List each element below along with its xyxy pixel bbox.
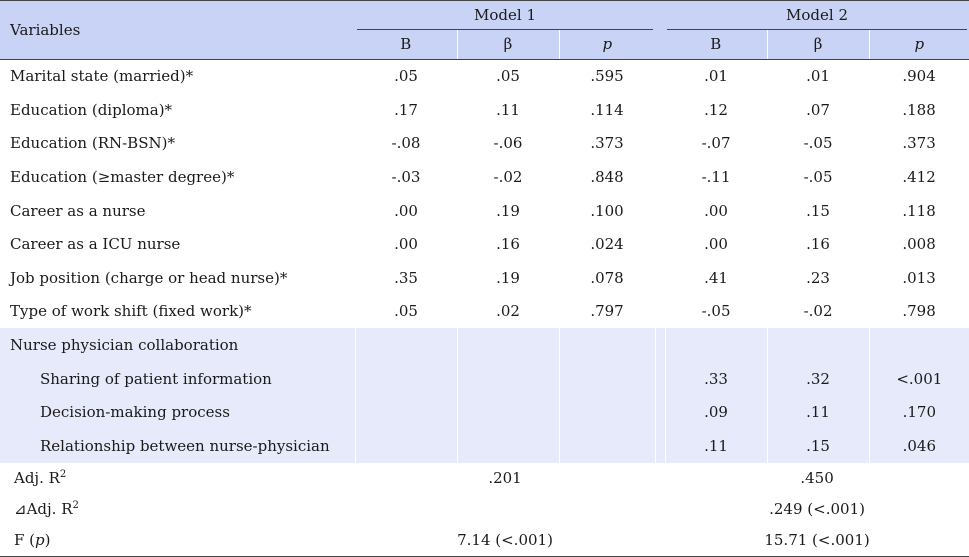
m1-b: .17 (394, 100, 418, 119)
m2-p: .046 (869, 429, 969, 463)
table-row (0, 194, 969, 228)
m2-b: -.07 (701, 134, 731, 153)
gap-cell (655, 59, 665, 93)
m1-beta: .02 (496, 302, 520, 321)
row-label: Relationship between nurse-physician (0, 429, 355, 463)
row-label: Education (RN-BSN)* (10, 134, 175, 153)
gap-cell (655, 127, 665, 161)
m2-b: .33 (665, 362, 767, 396)
empty-cell (559, 362, 655, 396)
m2-b: .00 (704, 235, 728, 254)
empty-cell (869, 328, 969, 362)
m2-beta: .07 (806, 100, 830, 119)
row-label: Sharing of patient information (0, 362, 355, 396)
table-row (0, 227, 969, 261)
delta-adj-r2-label: ⊿Adj. $R^2$ (14, 500, 79, 519)
table-row (0, 127, 969, 161)
m2-adj-r2: .450 (800, 469, 834, 488)
m2-b: .41 (704, 268, 728, 287)
m2-p: .008 (902, 235, 936, 254)
row-label: Education (diploma)* (10, 100, 173, 119)
m1-p: .114 (590, 100, 624, 119)
m2-b: .11 (665, 429, 767, 463)
m1-b: .35 (394, 268, 418, 287)
table-row (0, 59, 969, 93)
m1-beta: -.02 (493, 168, 523, 187)
m1-p: .797 (590, 302, 624, 321)
m2-beta: .16 (806, 235, 830, 254)
table-row (0, 160, 969, 194)
gap-cell (655, 160, 665, 194)
m1-beta: .16 (496, 235, 520, 254)
empty-cell (355, 328, 457, 362)
empty-cell (767, 328, 869, 362)
m2-beta: .15 (806, 201, 830, 220)
m2-p: .170 (869, 395, 969, 429)
m2-beta: .11 (767, 395, 869, 429)
model1-header: Model 1 (355, 1, 655, 31)
table-row (0, 261, 969, 295)
m1-beta: .19 (496, 201, 520, 220)
row-label: Job position (charge or head nurse)* (10, 268, 288, 287)
m2-p: <.001 (869, 362, 969, 396)
m1-p: .848 (590, 168, 624, 187)
m2-delta-adj-r2: .249 (<.001) (769, 500, 865, 519)
gap-cell (655, 494, 665, 525)
m2-beta: .01 (806, 67, 830, 86)
gap-cell (655, 429, 665, 463)
gap-cell (655, 395, 665, 429)
m1-b: -.03 (391, 168, 421, 187)
row-label: Type of work shift (fixed work)* (10, 302, 252, 321)
m2-beta: -.05 (803, 168, 833, 187)
row-label: Marital state (married)* (10, 67, 194, 86)
empty-cell (457, 429, 559, 463)
table-row (0, 395, 969, 429)
m2-beta: -.02 (803, 302, 833, 321)
m2-b-header: B (665, 30, 767, 59)
m1-b: -.08 (391, 134, 421, 153)
empty-cell (665, 328, 767, 362)
m1-p: .595 (590, 67, 624, 86)
m2-b: -.05 (701, 302, 731, 321)
m2-beta: .15 (767, 429, 869, 463)
m2-p: .904 (902, 67, 936, 86)
gap-cell (655, 261, 665, 295)
model2-header: Model 2 (665, 1, 969, 31)
delta-adj-r2-row (0, 494, 969, 525)
row-label: Decision-making process (0, 395, 355, 429)
m1-beta: .05 (496, 67, 520, 86)
m2-b: -.11 (701, 168, 731, 187)
m1-beta: .19 (496, 268, 520, 287)
m1-b: .00 (394, 235, 418, 254)
m1-p: .024 (590, 235, 624, 254)
m2-b: .12 (704, 100, 728, 119)
m2-p: .373 (902, 134, 936, 153)
gap-cell (655, 463, 665, 494)
empty-cell (457, 328, 559, 362)
m1-delta-adj-r2 (355, 494, 655, 525)
gap-cell (655, 227, 665, 261)
m2-p-header: p (869, 30, 969, 59)
m2-b: .09 (665, 395, 767, 429)
m1-p: .078 (590, 268, 624, 287)
empty-cell (355, 429, 457, 463)
m2-beta: .32 (767, 362, 869, 396)
gap-cell (655, 362, 665, 396)
gap-cell (655, 194, 665, 228)
variables-header: Variables (0, 1, 355, 60)
table-row (0, 93, 969, 127)
m1-f: 7.14 (<.001) (355, 525, 655, 557)
m1-beta-header: β (457, 30, 559, 59)
header-gap (655, 1, 665, 60)
table-row (0, 362, 969, 396)
m2-p: .188 (902, 100, 936, 119)
adj-r2-row (0, 463, 969, 494)
m1-adj-r2: .201 (488, 469, 522, 488)
m1-b: .00 (394, 201, 418, 220)
m2-b: .00 (704, 201, 728, 220)
empty-cell (355, 395, 457, 429)
empty-cell (559, 429, 655, 463)
empty-cell (457, 362, 559, 396)
m2-p: .412 (902, 168, 936, 187)
m2-beta: -.05 (803, 134, 833, 153)
row-label: Education (≥master degree)* (10, 168, 235, 187)
gap-cell (655, 295, 665, 329)
table-row (0, 429, 969, 463)
row-label: Career as a nurse (10, 201, 146, 220)
table-row (0, 295, 969, 329)
gap-cell (655, 525, 665, 557)
group-label: Nurse physician collaboration (0, 328, 355, 362)
m1-beta: .11 (496, 100, 520, 119)
m1-b: .05 (394, 302, 418, 321)
m1-b: .05 (394, 67, 418, 86)
gap-cell (655, 93, 665, 127)
row-label: Career as a ICU nurse (10, 235, 181, 254)
m1-p-header: p (559, 30, 655, 59)
m1-p: .100 (590, 201, 624, 220)
f-label: F (p) (0, 525, 355, 557)
m1-p: .373 (590, 134, 624, 153)
m2-beta-header: β (767, 30, 869, 59)
m2-p: .798 (902, 302, 936, 321)
m2-p: .013 (902, 268, 936, 287)
gap-cell (655, 328, 665, 362)
empty-cell (355, 362, 457, 396)
empty-cell (457, 395, 559, 429)
group-header-row (0, 328, 969, 362)
empty-cell (559, 395, 655, 429)
header-row-models (0, 1, 969, 31)
m1-beta: -.06 (493, 134, 523, 153)
adj-r2-label: Adj. $R^2$ (14, 469, 67, 488)
m2-p: .118 (902, 201, 936, 220)
f-row (0, 525, 969, 557)
m1-b-header: B (355, 30, 457, 59)
m2-b: .01 (704, 67, 728, 86)
m2-beta: .23 (806, 268, 830, 287)
empty-cell (559, 328, 655, 362)
m2-f: 15.71 (<.001) (665, 525, 969, 557)
